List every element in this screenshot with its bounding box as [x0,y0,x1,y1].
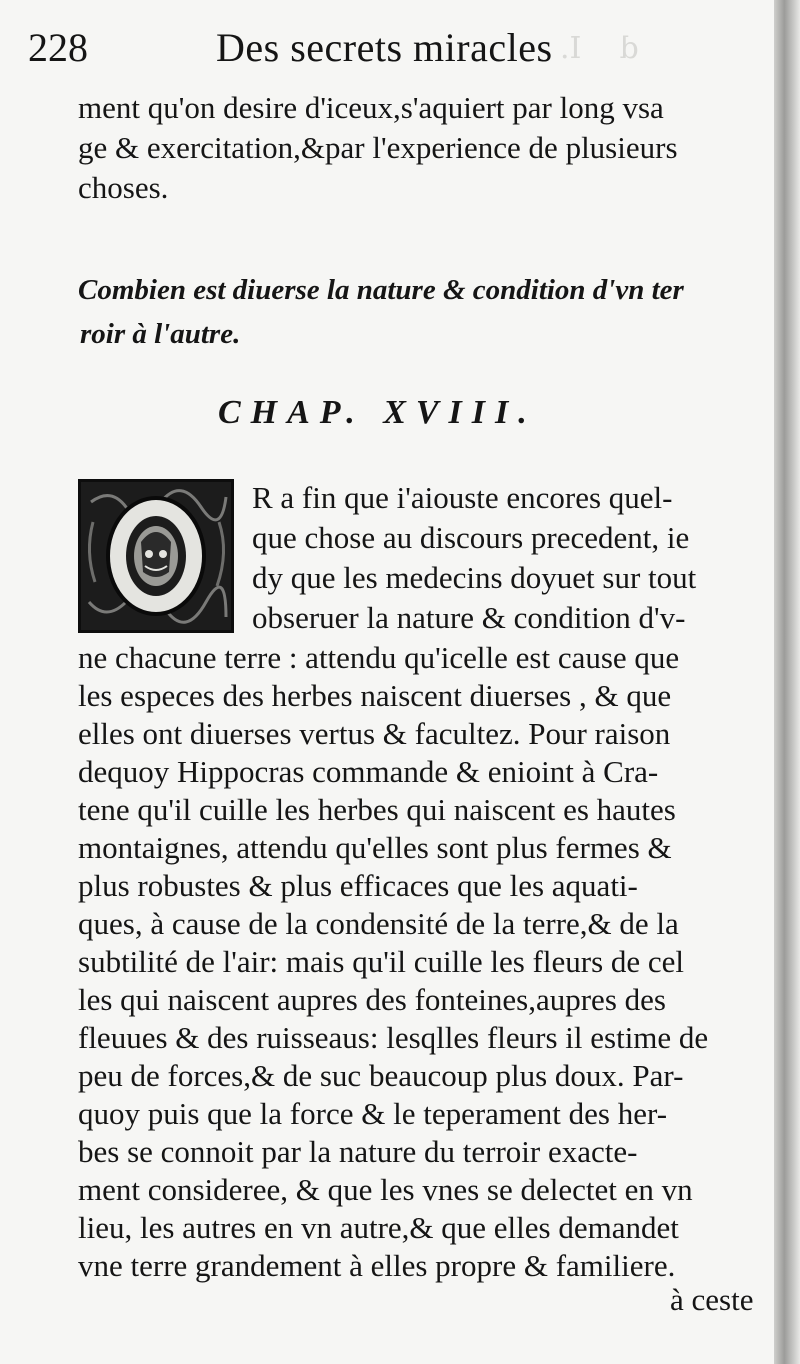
section-heading-line: roir à l'autre. [80,318,241,350]
catchword: à ceste [670,1282,754,1317]
text-line: dequoy Hippocras commande & enioint à Cra- [78,754,659,789]
text-line: que chose au discours precedent, ie [252,520,690,555]
text-line: obseruer la nature & condition d'v- [252,600,686,635]
text-line: les especes des herbes naiscent diuerses , & que [78,678,672,713]
text-line: vne terre grandement à elles propre & familiere. [78,1248,676,1283]
bleed-through-decoration: d I. [560,31,639,66]
text-line: choses. [78,170,169,205]
text-line: bes se connoit par la nature du terroir exacte- [78,1134,638,1169]
text-line: ment qu'on desire d'iceux,s'aquiert par long vsa [78,90,664,125]
ornamental-initial-o [78,479,234,633]
page-edge-shadow [774,0,800,1364]
page-number: 228 [28,25,88,70]
text-line: quoy puis que la force & le teperament des her- [78,1096,668,1131]
text-line: ment consideree, & que les vnes se delectet en vn [78,1172,693,1207]
text-line: subtilité de l'air: mais qu'il cuille les fleurs de cel [78,944,685,979]
text-line: peu de forces,& de suc beaucoup plus doux. Par- [78,1058,684,1093]
text-line: R a fin que i'aiouste encores quel- [252,480,673,515]
text-line: montaignes, attendu qu'elles sont plus fermes & [78,830,672,865]
text-line: les qui naiscent aupres des fonteines,aupres des [78,982,666,1017]
running-header [28,24,768,74]
text-line: ne chacune terre : attendu qu'icelle est cause que [78,640,680,675]
text-line: elles ont diuerses vertus & facultez. Pour raison [78,716,671,751]
text-line: fleuues & des ruisseaus: lesqlles fleurs il estime de [78,1020,709,1055]
text-line: lieu, les autres en vn autre,& que elles demandet [78,1210,679,1245]
section-heading-line: Combien est diuerse la nature & condition d'vn ter [78,274,684,306]
chapter-title: CHAP. XVIII. [218,394,537,431]
text-line: ge & exercitation,&par l'experience de plusieurs [78,130,678,165]
running-title: Des secrets miracles [216,25,553,70]
text-line: ques, à cause de la condensité de la terre,& de la [78,906,679,941]
bleed-through-decoration [440,188,770,218]
text-line: tene qu'il cuille les herbes qui naiscent es hautes [78,792,676,827]
text-line: dy que les medecins doyuet sur tout [252,560,697,595]
text-line: plus robustes & plus efficaces que les aquati- [78,868,638,903]
